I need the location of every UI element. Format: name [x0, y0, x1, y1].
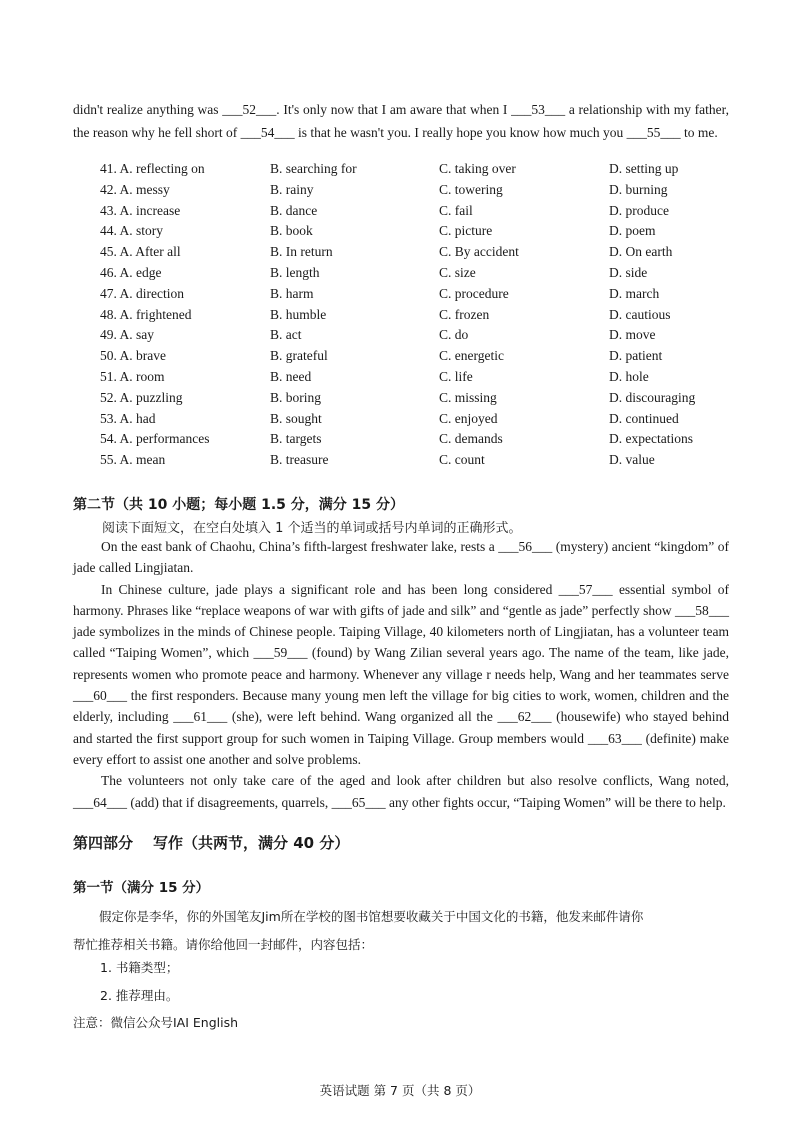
option-c: C. procedure — [439, 285, 509, 301]
grammar-fill-passage — [73, 536, 729, 813]
option-c: C. towering — [439, 181, 503, 197]
writing-section-1-heading: 第一节（满分 15 分） — [73, 880, 210, 896]
option-b: B. book — [270, 223, 313, 239]
option-row — [100, 284, 740, 305]
option-row — [100, 221, 740, 242]
option-c: C. energetic — [439, 348, 504, 364]
option-row — [100, 242, 740, 263]
option-d: D. side — [609, 264, 648, 280]
option-d: D. cautious — [609, 306, 671, 322]
option-b: B. boring — [270, 389, 322, 405]
option-d: D. value — [609, 452, 655, 468]
option-d: D. patient — [609, 348, 663, 364]
option-d: D. hole — [609, 368, 649, 384]
option-b: B. sought — [270, 410, 322, 426]
option-row — [100, 388, 740, 409]
option-c: C. picture — [439, 223, 493, 239]
part-4-label: 第四部分 — [73, 834, 134, 852]
option-c: C. missing — [439, 389, 497, 405]
option-c: C. By accident — [439, 244, 519, 260]
option-b: B. targets — [270, 431, 322, 447]
option-a: 41. A. reflecting on — [100, 161, 205, 176]
option-row — [100, 367, 740, 388]
option-row — [100, 325, 740, 346]
option-b: B. In return — [270, 244, 333, 260]
option-a: 47. A. direction — [100, 285, 184, 301]
option-b: B. grateful — [270, 348, 328, 364]
option-a: 46. A. edge — [100, 264, 162, 280]
option-c: C. enjoyed — [439, 410, 498, 426]
option-d: D. move — [609, 327, 656, 343]
writing-note: 注意：微信公众号IAI English — [73, 1015, 239, 1030]
option-d: D. discouraging — [609, 389, 696, 405]
passage-paragraph: The volunteers not only take care of the aged and look after children but also resolve conflicts, Wang noted, ___64___ (add) that if disagreements, quarrels, ___65___ any other fights occur, “Taiping Women” will be there to help. — [73, 773, 729, 810]
option-a: 50. A. brave — [100, 348, 166, 364]
option-b: B. rainy — [270, 181, 314, 197]
option-c: C. taking over — [439, 161, 516, 176]
option-d: D. produce — [609, 202, 669, 218]
writing-prompt-line: 假定你是李华，你的外国笔友Jim所在学校的图书馆想要收藏关于中国文化的书籍，他发来邮件请你 — [99, 909, 644, 924]
passage-paragraph: In Chinese culture, jade plays a significant role and has been long considered ___57___ essential symbol of harmony. Phrases like “replace weapons of war with gifts of jade and silk” and “gentle as jade” perfectly show ___58___ jade symbolizes in the minds of Chinese people. Taiping Village, 40 kilometers north of Lingjiatan, has a volunteer team called “Taiping Women”, which ___59___ (found) by Wang Zilian several years ago. The name of the team, like jade, represents women who promote peace and harmony. Whenever any village r needs help, Wang and her teammates serve ___60___ the first responders. Because many young men left the village for big cities to work, women, children and the elderly, including ___61___ (she), were left behind. Wang organized all the ___62___ (housewife) who stayed behind and started the first support group for such women in Taiping Village. Group members would ___63___ (definite) make every effort to assist one another and solve problems. — [73, 581, 729, 767]
option-a: 48. A. frightened — [100, 306, 192, 322]
section-2-instruction: 阅读下面短文，在空白处填入 1 个适当的单词或括号内单词的正确形式。 — [102, 521, 522, 536]
option-row — [100, 450, 740, 471]
option-a: 55. A. mean — [100, 452, 166, 468]
option-a: 45. A. After all — [100, 244, 181, 260]
requirement-2: 2. 推荐理由。 — [100, 988, 179, 1003]
option-d: D. On earth — [609, 244, 673, 260]
option-row — [100, 429, 740, 450]
option-row — [100, 201, 740, 222]
option-c: C. fail — [439, 202, 473, 218]
option-row — [100, 346, 740, 367]
cloze-passage-end: didn't realize anything was ___52___. It's only now that I am aware that when I ___53___ a relationship with my father, the reason why he fell short of ___54___ is that he wasn't you. I really hope you know how much you ___55___ to me. — [73, 102, 729, 140]
option-a: 44. A. story — [100, 223, 164, 239]
option-row — [100, 305, 740, 326]
requirement-1: 1. 书籍类型； — [100, 960, 179, 975]
option-d: D. burning — [609, 181, 668, 197]
option-b: B. treasure — [270, 452, 329, 468]
option-b: B. act — [270, 327, 302, 343]
option-d: D. poem — [609, 223, 656, 239]
option-a: 52. A. puzzling — [100, 389, 183, 405]
option-b: B. need — [270, 368, 312, 384]
writing-prompt-line: 帮忙推荐相关书籍。请你给他回一封邮件，内容包括： — [73, 937, 374, 952]
option-a: 51. A. room — [100, 368, 165, 384]
option-d: D. setting up — [609, 161, 679, 176]
option-d: D. expectations — [609, 431, 693, 447]
option-a: 49. A. say — [100, 327, 154, 343]
part-4-heading — [73, 832, 349, 853]
option-row — [100, 159, 740, 180]
option-d: D. continued — [609, 410, 679, 426]
option-c: C. demands — [439, 431, 503, 447]
page-footer: 英语试题 第 7 页（共 8 页） — [319, 1083, 481, 1098]
option-b: B. humble — [270, 306, 327, 322]
passage-paragraph: On the east bank of Chaohu, China’s fifth-largest freshwater lake, rests a ___56___ (mystery) ancient “kingdom” of jade called Lingjiatan. — [73, 539, 729, 576]
option-c: C. life — [439, 368, 473, 384]
option-b: B. dance — [270, 202, 318, 218]
option-c: C. frozen — [439, 306, 490, 322]
writing-prompt — [73, 903, 729, 959]
option-d: D. march — [609, 285, 660, 301]
section-2-heading: 第二节（共 10 小题；每小题 1.5 分，满分 15 分） — [73, 497, 405, 513]
part-4-title: 写作（共两节，满分 40 分） — [153, 834, 350, 852]
option-b: B. length — [270, 264, 320, 280]
option-a: 54. A. performances — [100, 431, 210, 447]
option-b: B. harm — [270, 285, 314, 301]
option-a: 42. A. messy — [100, 181, 170, 197]
option-row — [100, 409, 740, 430]
cloze-options-table — [100, 159, 740, 471]
option-row — [100, 263, 740, 284]
option-a: 53. A. had — [100, 410, 156, 426]
option-c: C. size — [439, 264, 476, 280]
option-b: B. searching for — [270, 161, 357, 176]
option-a: 43. A. increase — [100, 202, 181, 218]
option-row — [100, 180, 740, 201]
option-c: C. do — [439, 327, 469, 343]
option-c: C. count — [439, 452, 485, 468]
